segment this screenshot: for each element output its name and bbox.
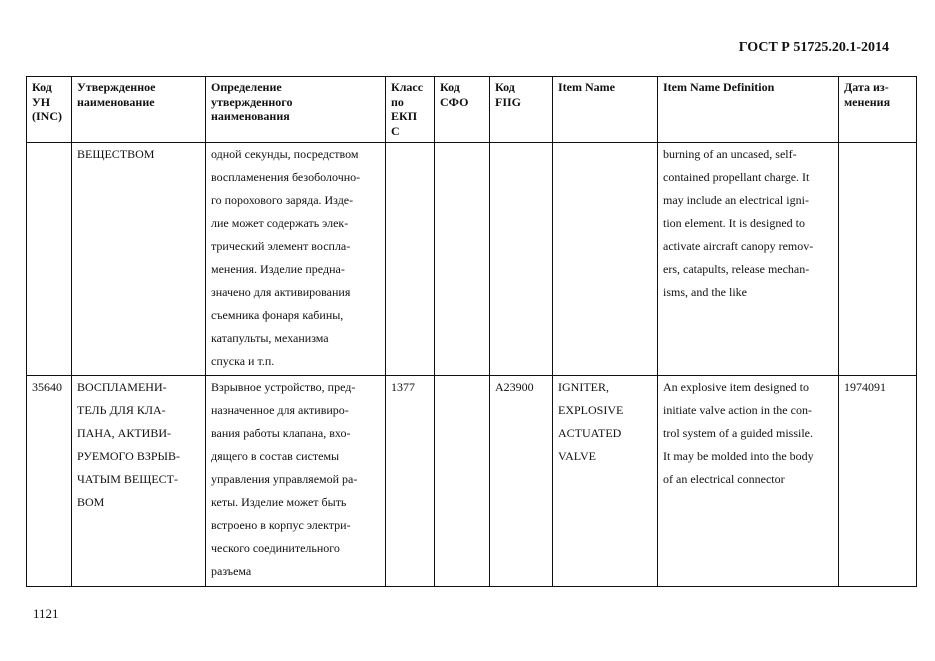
text-line: РУЕМОГО ВЗРЫВ- (77, 449, 180, 463)
text-line: tion element. It is designed to (663, 216, 805, 230)
text-line: FIIG (495, 94, 522, 109)
text-line: Код (32, 80, 52, 94)
text-line: Определение (211, 80, 282, 94)
cell-sfo (435, 376, 490, 587)
cell-name-definition (206, 143, 386, 376)
col-header-change-date (839, 77, 917, 143)
text-line: ВЕЩЕСТВОМ (77, 147, 155, 161)
cell-item-name-definition (658, 376, 839, 587)
text-line: It may be molded into the body (663, 449, 814, 463)
text-line: одной секунды, посредством (211, 147, 359, 161)
text-line: воспламенения безоболочно- (211, 170, 361, 184)
cell-inc (27, 143, 72, 376)
page-number: 1121 (33, 606, 59, 621)
text-line: ВОМ (77, 495, 105, 509)
cell-class (386, 143, 435, 376)
cell-item-name-definition (658, 143, 839, 376)
catalog-table (26, 76, 917, 587)
cell-fiig (490, 143, 553, 376)
text-line: назначенное для активиро- (211, 403, 349, 417)
text-line: Код (440, 80, 460, 94)
text-line: менения. Изделие предна- (211, 262, 345, 276)
cell-item-name (553, 376, 658, 587)
cell-change-date (839, 143, 917, 376)
text-line: менения (844, 94, 891, 109)
col-header-class (386, 77, 435, 143)
cell-approved-name (72, 376, 206, 587)
text-line: VALVE (558, 449, 597, 463)
text-line: isms, and the like (663, 285, 747, 299)
text-line: ВОСПЛАМЕНИ- (77, 380, 167, 394)
text-line: Item Name Definition (663, 80, 775, 94)
col-header-item-name-definition (658, 77, 839, 143)
cell-item-name (553, 143, 658, 376)
col-header-item-name (553, 77, 658, 143)
text-line: may include an electrical igni- (663, 193, 809, 207)
cell-name-definition (206, 376, 386, 587)
text-line: С (391, 123, 400, 138)
col-header-inc (27, 77, 72, 143)
text-line: управления управляемой ра- (211, 472, 358, 486)
text-line: съемника фонаря кабины, (211, 308, 344, 322)
text-line: го порохового заряда. Изде- (211, 193, 354, 207)
text-line: Код (495, 80, 515, 94)
text-line: ПАНА, АКТИВИ- (77, 426, 171, 440)
text-line: катапульты, механизма (211, 331, 329, 345)
text-line: по (391, 94, 404, 109)
text-line: Дата из- (844, 80, 889, 94)
cell-inc: 35640 (27, 376, 72, 587)
text-line: trol system of a guided missile. (663, 426, 813, 440)
text-line: Утвержденное (77, 80, 156, 94)
text-line: ТЕЛЬ ДЛЯ КЛА- (77, 403, 166, 417)
text-line: наименования (211, 109, 290, 123)
text-line: contained propellant charge. It (663, 170, 810, 184)
cell-fiig: A23900 (490, 376, 553, 587)
text-line: дящего в состав системы (211, 449, 340, 463)
text-line: activate aircraft canopy remov- (663, 239, 814, 253)
text-line: УН (32, 94, 51, 109)
col-header-name-definition (206, 77, 386, 143)
text-line: спуска и т.п. (211, 354, 275, 368)
text-line: ческого соединительного (211, 541, 340, 555)
text-line: of an electrical connector (663, 472, 785, 486)
cell-approved-name (72, 143, 206, 376)
text-line: ers, catapults, release mechan- (663, 262, 810, 276)
text-line: burning of an uncased, self- (663, 147, 797, 161)
document-code: ГОСТ Р 51725.20.1-2014 (738, 40, 889, 55)
text-line: значено для активирования (211, 285, 351, 299)
text-line: Item Name (558, 80, 615, 94)
cell-class: 1377 (386, 376, 435, 587)
table-row-entry (27, 376, 917, 587)
text-line: утвержденного (211, 94, 293, 109)
text-line: ЕКП (391, 109, 418, 123)
col-header-fiig (490, 77, 553, 143)
text-line: кеты. Изделие может быть (211, 495, 347, 509)
text-line: EXPLOSIVE (558, 403, 624, 417)
text-line: initiate valve action in the con- (663, 403, 812, 417)
table-row-continuation (27, 143, 917, 376)
cell-change-date: 1974091 (839, 376, 917, 587)
text-line: Взрывное устройство, пред- (211, 380, 356, 394)
text-line: наименование (77, 94, 155, 109)
text-line: (INC) (32, 109, 62, 123)
text-line: IGNITER, (558, 380, 609, 394)
text-line: СФО (440, 94, 469, 109)
table-header-row (27, 77, 917, 143)
text-line: Класс (391, 80, 424, 94)
col-header-approved-name (72, 77, 206, 143)
cell-sfo (435, 143, 490, 376)
text-line: трический элемент воспла- (211, 239, 351, 253)
text-line: лие может содержать элек- (211, 216, 349, 230)
text-line: ЧАТЫМ ВЕЩЕСТ- (77, 472, 178, 486)
text-line: встроено в корпус электри- (211, 518, 351, 532)
text-line: разъема (211, 564, 252, 578)
text-line: ACTUATED (558, 426, 622, 440)
col-header-sfo (435, 77, 490, 143)
text-line: An explosive item designed to (663, 380, 809, 394)
text-line: вания работы клапана, вхо- (211, 426, 351, 440)
